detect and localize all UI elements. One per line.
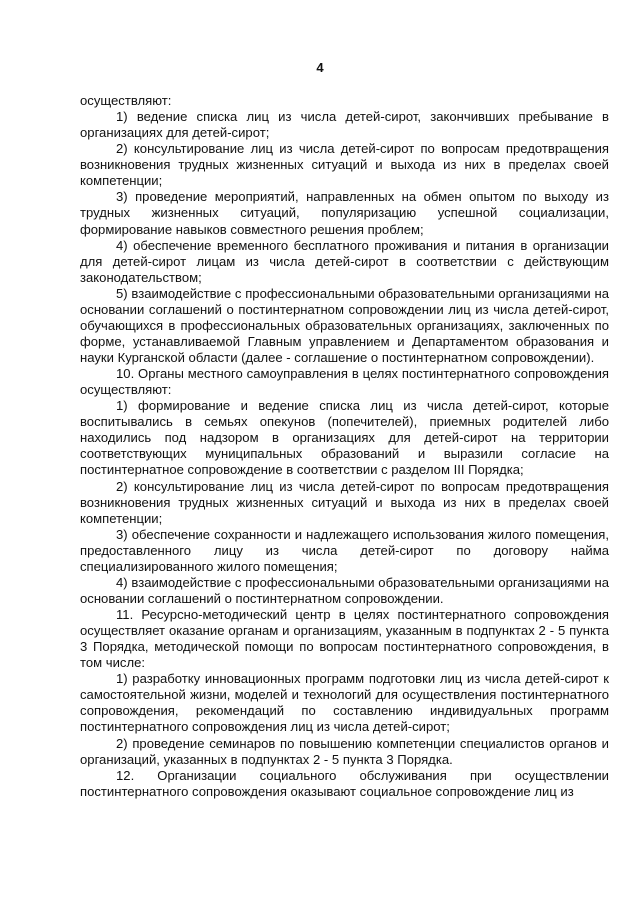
document-body (80, 93, 609, 800)
paragraph-item: 2) консультирование лиц из числа детей-сирот по вопросам предотвращения возникновения трудных жизненных ситуаций и выхода из них в пределах своей компетенции; (80, 478, 609, 526)
paragraph-clause: 12. Организации социального обслуживания при осуществлении постинтернатного сопровождения оказывают социальное сопровождение лиц из (80, 767, 609, 799)
paragraph-clause: 11. Ресурсно-методический центр в целях постинтернатного сопровождения осуществляет оказание органам и организациям, указанным в подпунктах 2 - 5 пункта 3 Порядка, методической помощи по вопросам постинтернатного сопровождения, в том числе: (80, 607, 609, 671)
paragraph-item: 2) проведение семинаров по повышению компетенции специалистов органов и организаций, указанных в подпунктах 2 - 5 пункта 3 Порядка. (80, 735, 609, 767)
paragraph-item: 4) взаимодействие с профессиональными образовательными организациями на основании соглашений о постинтернатном сопровождении. (80, 574, 609, 606)
page-number: 4 (316, 60, 324, 75)
paragraph-item: 2) консультирование лиц из числа детей-сирот по вопросам предотвращения возникновения трудных жизненных ситуаций и выхода из них в пределах своей компетенции; (80, 141, 609, 189)
paragraph-item: 1) формирование и ведение списка лиц из числа детей-сирот, которые воспитывались в семьях опекунов (попечителей), приемных родителей либо находились под надзором в организациях для детей-сирот на территории соответствующих муниципальных образований и выразили согласие на постинтернатное сопровождение в соответствии с разделом III Порядка; (80, 398, 609, 478)
paragraph-item: 3) проведение мероприятий, направленных на обмен опытом по выходу из трудных жизненных ситуаций, популяризацию успешной социализации, формирование навыков совместного решения проблем; (80, 189, 609, 237)
paragraph-item: 1) разработку инновационных программ подготовки лиц из числа детей-сирот к самостоятельной жизни, моделей и технологий для осуществления постинтернатного сопровождения, рекомендаций по составлению индивидуальных программ постинтернатного сопровождения лиц из числа детей-сирот; (80, 671, 609, 735)
paragraph-item: 4) обеспечение временного бесплатного проживания и питания в организации для детей-сирот лицам из числа детей-сирот в соответствии с действующим законодательством; (80, 237, 609, 285)
paragraph-clause: 10. Органы местного самоуправления в целях постинтернатного сопровождения осуществляют: (80, 366, 609, 398)
paragraph-item: 3) обеспечение сохранности и надлежащего использования жилого помещения, предоставленного лицу из числа детей-сирот по договору найма специализированного жилого помещения; (80, 526, 609, 574)
paragraph-item: 1) ведение списка лиц из числа детей-сирот, закончивших пребывание в организациях для детей-сирот; (80, 109, 609, 141)
paragraph-item: 5) взаимодействие с профессиональными образовательными организациями на основании соглашений о постинтернатном сопровождении лиц из числа детей-сирот, обучающихся в профессиональных образовательных организациях, заключенных по форме, устанавливаемой Главным управлением и Департаментом образования и науки Курганской области (далее - соглашение о постинтернатном сопровождении). (80, 285, 609, 365)
paragraph-continuation: осуществляют: (80, 93, 172, 108)
